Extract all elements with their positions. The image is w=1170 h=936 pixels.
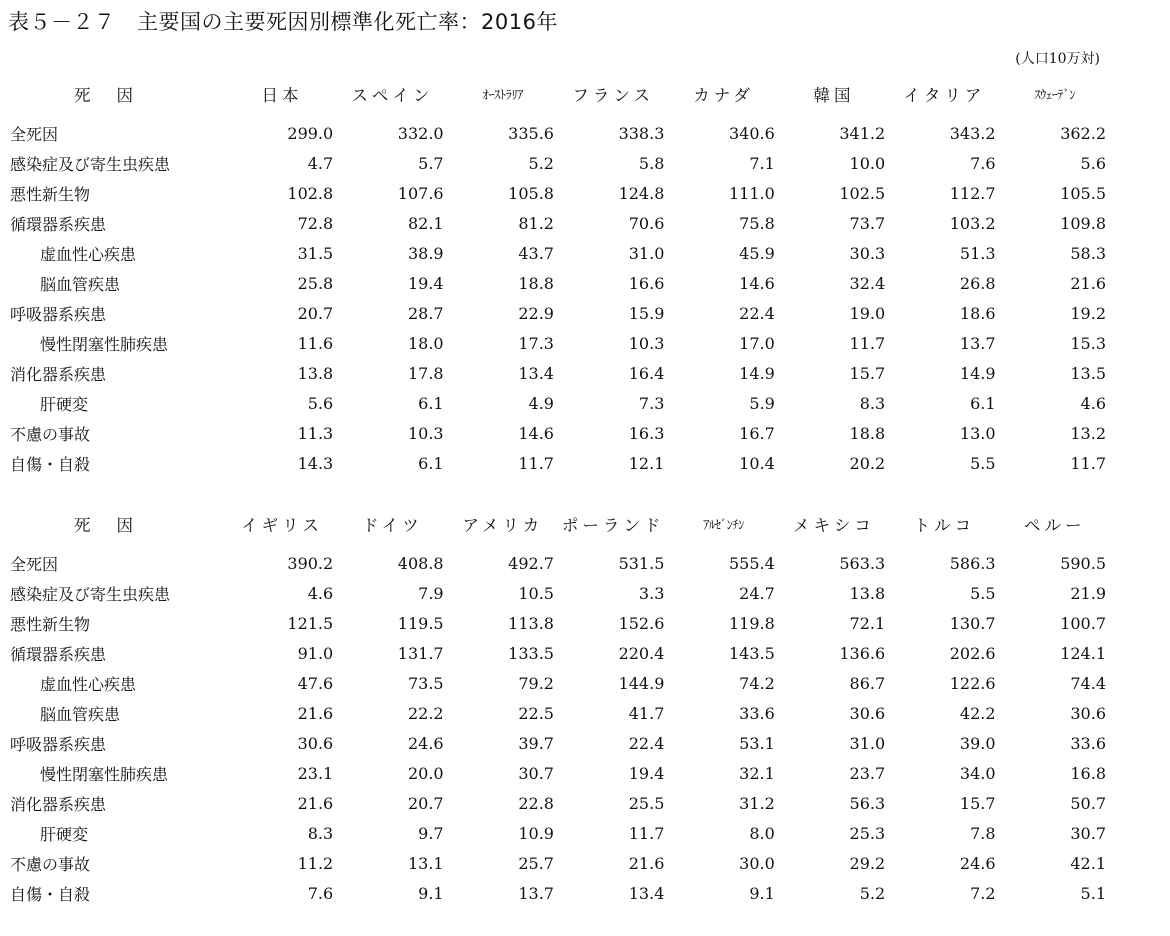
rate-cell: 34.0 — [959, 763, 996, 783]
rate-cell: 10.9 — [518, 823, 554, 843]
rate-cell: 7.6 — [970, 153, 996, 173]
cause-label: 不慮の事故 — [10, 424, 91, 444]
rate-cell: 21.6 — [297, 793, 334, 813]
rate-cell: 338.3 — [618, 123, 665, 143]
rate-cell: 25.7 — [518, 853, 554, 873]
cause-label: 感染症及び寄生虫疾患 — [10, 584, 171, 604]
cause-label: 不慮の事故 — [10, 854, 91, 874]
rate-cell: 19.4 — [407, 273, 444, 293]
cause-label: 自傷・自殺 — [10, 884, 91, 904]
country-header: メキシコ — [793, 516, 875, 535]
rate-cell: 81.2 — [518, 213, 554, 233]
cause-label: 脳血管疾患 — [40, 274, 121, 294]
header-row — [0, 70, 1110, 118]
rate-cell: 8.3 — [859, 393, 886, 413]
rate-cell: 5.8 — [638, 153, 665, 173]
rate-cell: 11.7 — [1070, 453, 1106, 473]
rate-cell: 111.0 — [728, 183, 775, 203]
rate-cell: 73.7 — [849, 213, 886, 233]
cause-label: 悪性新生物 — [10, 614, 91, 634]
rate-cell: 23.7 — [849, 763, 886, 783]
cause-label: 循環器系疾患 — [10, 214, 107, 234]
rate-cell: 102.5 — [839, 183, 886, 203]
rate-cell: 335.6 — [508, 123, 554, 143]
rate-cell: 124.8 — [618, 183, 665, 203]
table-row — [0, 758, 1110, 788]
rate-cell: 7.1 — [749, 153, 775, 173]
rate-cell: 74.4 — [1070, 673, 1106, 693]
rate-cell: 15.7 — [849, 363, 886, 383]
rate-cell: 13.8 — [297, 363, 334, 383]
rate-cell: 24.6 — [959, 853, 996, 873]
cause-label: 悪性新生物 — [10, 184, 91, 204]
country-header: ペルー — [1024, 516, 1086, 535]
cause-label: 呼吸器系疾患 — [10, 304, 107, 324]
cause-label: 全死因 — [10, 554, 59, 574]
cause-label: 消化器系疾患 — [10, 364, 107, 384]
table-row — [0, 178, 1110, 208]
rate-cell: 42.2 — [959, 703, 996, 723]
table-row — [0, 238, 1110, 268]
rate-cell: 16.7 — [739, 423, 775, 443]
rate-cell: 13.8 — [849, 583, 886, 603]
cause-label: 呼吸器系疾患 — [10, 734, 107, 754]
rate-cell: 56.3 — [849, 793, 886, 813]
rate-cell: 119.8 — [728, 613, 775, 633]
header-row — [0, 500, 1110, 548]
rate-cell: 492.7 — [508, 553, 554, 573]
rate-cell: 86.7 — [849, 673, 886, 693]
rate-cell: 22.8 — [518, 793, 554, 813]
rate-cell: 22.5 — [518, 703, 554, 723]
rate-cell: 102.8 — [287, 183, 334, 203]
rate-cell: 13.5 — [1070, 363, 1106, 383]
rate-cell: 124.1 — [1060, 643, 1106, 663]
rate-cell: 131.7 — [397, 643, 444, 663]
rate-cell: 11.7 — [518, 453, 554, 473]
country-header: ｽｳｪｰﾃﾞﾝ — [1034, 87, 1076, 102]
rate-cell: 10.3 — [628, 333, 665, 353]
rate-cell: 31.0 — [849, 733, 886, 753]
rate-cell: 42.1 — [1070, 853, 1106, 873]
table-row — [0, 328, 1110, 358]
rate-cell: 121.5 — [287, 613, 334, 633]
rate-cell: 4.6 — [307, 583, 334, 603]
cause-column-header: 死因 — [74, 516, 159, 535]
rate-cell: 21.6 — [297, 703, 334, 723]
mortality-table-1 — [0, 70, 1110, 478]
rate-cell: 47.6 — [297, 673, 334, 693]
rate-cell: 24.6 — [407, 733, 444, 753]
rate-cell: 39.0 — [959, 733, 996, 753]
table-row — [0, 418, 1110, 448]
rate-cell: 18.8 — [518, 273, 554, 293]
rate-cell: 122.6 — [949, 673, 996, 693]
rate-cell: 26.8 — [959, 273, 996, 293]
rate-cell: 72.8 — [297, 213, 334, 233]
cause-label: 虚血性心疾患 — [40, 674, 137, 694]
rate-cell: 531.5 — [618, 553, 665, 573]
rate-cell: 555.4 — [728, 553, 775, 573]
rate-cell: 51.3 — [959, 243, 996, 263]
rate-cell: 130.7 — [949, 613, 996, 633]
country-header: イタリア — [903, 86, 986, 105]
rate-cell: 10.4 — [739, 453, 775, 473]
rate-cell: 144.9 — [618, 673, 665, 693]
country-header: トルコ — [913, 516, 976, 535]
rate-cell: 19.0 — [849, 303, 886, 323]
rate-cell: 6.1 — [418, 393, 444, 413]
table-row — [0, 548, 1110, 578]
rate-cell: 220.4 — [618, 643, 665, 663]
rate-cell: 29.2 — [849, 853, 886, 873]
rate-cell: 82.1 — [407, 213, 444, 233]
rate-cell: 113.8 — [508, 613, 554, 633]
country-header: スペイン — [351, 86, 434, 105]
rate-cell: 8.0 — [749, 823, 775, 843]
rate-cell: 38.9 — [407, 243, 444, 263]
cause-label: 感染症及び寄生虫疾患 — [10, 154, 171, 174]
rate-cell: 13.4 — [518, 363, 554, 383]
rate-cell: 152.6 — [618, 613, 665, 633]
rate-cell: 28.7 — [407, 303, 444, 323]
rate-cell: 22.2 — [407, 703, 444, 723]
table-row — [0, 118, 1110, 148]
rate-cell: 109.8 — [1060, 213, 1106, 233]
cause-column-header: 死因 — [74, 86, 159, 105]
table-row — [0, 608, 1110, 638]
rate-cell: 11.2 — [297, 853, 334, 873]
rate-cell: 74.2 — [739, 673, 775, 693]
rate-cell: 563.3 — [839, 553, 886, 573]
rate-cell: 5.6 — [1080, 153, 1106, 173]
rate-cell: 343.2 — [949, 123, 996, 143]
rate-cell: 7.9 — [418, 583, 444, 603]
rate-cell: 14.6 — [739, 273, 775, 293]
rate-cell: 112.7 — [949, 183, 996, 203]
rate-cell: 24.7 — [739, 583, 775, 603]
cause-label: 循環器系疾患 — [10, 644, 107, 664]
rate-cell: 136.6 — [839, 643, 886, 663]
rate-cell: 6.1 — [970, 393, 996, 413]
rate-cell: 30.6 — [1070, 703, 1106, 723]
cause-label: 虚血性心疾患 — [40, 244, 137, 264]
rate-cell: 16.3 — [628, 423, 665, 443]
rate-cell: 11.7 — [849, 333, 886, 353]
rate-cell: 30.0 — [739, 853, 775, 873]
rate-cell: 107.6 — [397, 183, 444, 203]
rate-cell: 13.7 — [518, 883, 554, 903]
rate-cell: 43.7 — [518, 243, 554, 263]
rate-cell: 9.1 — [749, 883, 775, 903]
rate-cell: 19.2 — [1070, 303, 1106, 323]
rate-cell: 18.6 — [959, 303, 996, 323]
country-header: カナダ — [693, 86, 754, 105]
rate-cell: 100.7 — [1060, 613, 1106, 633]
rate-cell: 5.9 — [749, 393, 775, 413]
rate-cell: 6.1 — [418, 453, 444, 473]
rate-cell: 20.7 — [407, 793, 444, 813]
table-row — [0, 578, 1110, 608]
rate-cell: 15.7 — [959, 793, 996, 813]
rate-cell: 25.5 — [628, 793, 665, 813]
rate-cell: 15.9 — [628, 303, 665, 323]
rate-cell: 119.5 — [397, 613, 444, 633]
rate-cell: 21.6 — [628, 853, 665, 873]
rate-cell: 58.3 — [1070, 243, 1106, 263]
rate-cell: 4.7 — [307, 153, 334, 173]
country-header: ｱﾙｾﾞﾝﾁﾝ — [703, 517, 744, 532]
rate-cell: 13.2 — [1070, 423, 1106, 443]
rate-cell: 33.6 — [739, 703, 775, 723]
rate-cell: 7.8 — [970, 823, 996, 843]
rate-cell: 105.5 — [1060, 183, 1106, 203]
rate-cell: 17.3 — [518, 333, 554, 353]
cause-label: 自傷・自殺 — [10, 454, 91, 474]
rate-cell: 45.9 — [739, 243, 775, 263]
rate-cell: 11.7 — [628, 823, 665, 843]
rate-cell: 31.0 — [628, 243, 665, 263]
rate-cell: 10.3 — [407, 423, 444, 443]
rate-cell: 5.6 — [307, 393, 334, 413]
rate-cell: 590.5 — [1060, 553, 1106, 573]
country-header: フランス — [572, 86, 654, 105]
rate-cell: 19.4 — [628, 763, 665, 783]
rate-cell: 5.2 — [528, 153, 554, 173]
rate-cell: 5.1 — [1080, 883, 1106, 903]
rate-cell: 10.5 — [518, 583, 554, 603]
rate-cell: 14.6 — [518, 423, 554, 443]
rate-cell: 30.7 — [518, 763, 554, 783]
table-row — [0, 878, 1110, 908]
rate-cell: 16.4 — [628, 363, 665, 383]
country-header: ｵｰｽﾄﾗﾘｱ — [482, 87, 523, 102]
cause-label: 消化器系疾患 — [10, 794, 107, 814]
cause-label: 脳血管疾患 — [40, 704, 121, 724]
rate-cell: 16.6 — [628, 273, 665, 293]
rate-cell: 25.3 — [849, 823, 886, 843]
table-row — [0, 298, 1110, 328]
rate-cell: 5.5 — [970, 453, 996, 473]
rate-cell: 5.5 — [970, 583, 996, 603]
rate-cell: 103.2 — [949, 213, 996, 233]
table-row — [0, 698, 1110, 728]
rate-cell: 75.8 — [739, 213, 775, 233]
rate-cell: 4.9 — [528, 393, 554, 413]
rate-cell: 340.6 — [728, 123, 775, 143]
rate-cell: 9.1 — [418, 883, 444, 903]
rate-cell: 7.6 — [307, 883, 334, 903]
table-row — [0, 638, 1110, 668]
cause-label: 肝硬変 — [40, 394, 89, 414]
country-header: 日本 — [261, 86, 303, 105]
rate-cell: 22.9 — [518, 303, 554, 323]
rate-cell: 7.2 — [970, 883, 996, 903]
rate-cell: 53.1 — [739, 733, 775, 753]
rate-cell: 41.7 — [628, 703, 665, 723]
rate-cell: 20.0 — [407, 763, 444, 783]
table-row — [0, 668, 1110, 698]
table-row — [0, 388, 1110, 418]
rate-cell: 21.9 — [1070, 583, 1106, 603]
table-row — [0, 448, 1110, 478]
rate-cell: 12.1 — [628, 453, 665, 473]
rate-cell: 15.3 — [1070, 333, 1106, 353]
rate-cell: 32.4 — [849, 273, 886, 293]
rate-cell: 13.7 — [959, 333, 996, 353]
rate-cell: 8.3 — [307, 823, 334, 843]
rate-cell: 143.5 — [728, 643, 775, 663]
rate-cell: 18.0 — [407, 333, 444, 353]
rate-cell: 20.7 — [297, 303, 334, 323]
rate-cell: 5.2 — [859, 883, 886, 903]
rate-cell: 32.1 — [739, 763, 775, 783]
rate-cell: 3.3 — [638, 583, 665, 603]
rate-cell: 33.6 — [1070, 733, 1106, 753]
rate-cell: 299.0 — [287, 123, 334, 143]
rate-cell: 30.6 — [849, 703, 886, 723]
rate-cell: 79.2 — [518, 673, 554, 693]
rate-cell: 22.4 — [628, 733, 665, 753]
rate-cell: 13.4 — [628, 883, 665, 903]
rate-cell: 13.1 — [407, 853, 444, 873]
table-row — [0, 788, 1110, 818]
rate-cell: 16.8 — [1070, 763, 1106, 783]
rate-cell: 31.5 — [297, 243, 334, 263]
rate-cell: 408.8 — [397, 553, 444, 573]
rate-cell: 30.7 — [1070, 823, 1106, 843]
rate-cell: 17.8 — [407, 363, 444, 383]
rate-cell: 30.3 — [849, 243, 886, 263]
unit-note: (人口10万対) — [1015, 51, 1100, 67]
cause-label: 全死因 — [10, 124, 59, 144]
rate-cell: 13.0 — [959, 423, 996, 443]
rate-cell: 341.2 — [839, 123, 886, 143]
rate-cell: 14.9 — [739, 363, 775, 383]
rate-cell: 25.8 — [297, 273, 334, 293]
rate-cell: 11.6 — [297, 333, 334, 353]
rate-cell: 31.2 — [739, 793, 775, 813]
mortality-table-2 — [0, 500, 1110, 908]
table-row — [0, 818, 1110, 848]
rate-cell: 72.1 — [849, 613, 886, 633]
cause-label: 慢性閉塞性肺疾患 — [40, 764, 169, 784]
rate-cell: 5.7 — [418, 153, 444, 173]
rate-cell: 22.4 — [739, 303, 775, 323]
table-row — [0, 848, 1110, 878]
rate-cell: 21.6 — [1070, 273, 1106, 293]
rate-cell: 73.5 — [407, 673, 444, 693]
rate-cell: 586.3 — [949, 553, 996, 573]
rate-cell: 105.8 — [508, 183, 554, 203]
rate-cell: 23.1 — [297, 763, 334, 783]
table-row — [0, 268, 1110, 298]
rate-cell: 10.0 — [849, 153, 886, 173]
country-header: イギリス — [241, 516, 323, 535]
country-header: アメリカ — [462, 516, 544, 535]
cause-label: 肝硬変 — [40, 824, 89, 844]
rate-cell: 91.0 — [297, 643, 334, 663]
country-header: 韓国 — [813, 86, 855, 105]
rate-cell: 362.2 — [1060, 123, 1106, 143]
table-row — [0, 208, 1110, 238]
rate-cell: 17.0 — [739, 333, 775, 353]
country-header: ドイツ — [362, 516, 423, 535]
rate-cell: 4.6 — [1080, 393, 1106, 413]
rate-cell: 332.0 — [397, 123, 444, 143]
rate-cell: 390.2 — [287, 553, 334, 573]
rate-cell: 14.3 — [297, 453, 334, 473]
rate-cell: 9.7 — [418, 823, 444, 843]
rate-cell: 50.7 — [1070, 793, 1106, 813]
table-row — [0, 148, 1110, 178]
rate-cell: 202.6 — [949, 643, 996, 663]
rate-cell: 30.6 — [297, 733, 334, 753]
table-row — [0, 358, 1110, 388]
rate-cell: 11.3 — [297, 423, 334, 443]
country-header: ポーランド — [561, 516, 665, 535]
rate-cell: 70.6 — [628, 213, 665, 233]
cause-label: 慢性閉塞性肺疾患 — [40, 334, 169, 354]
rate-cell: 39.7 — [518, 733, 554, 753]
page-title: 表５－２７ 主要国の主要死因別標準化死亡率：2016年 — [8, 10, 558, 34]
rate-cell: 14.9 — [959, 363, 996, 383]
rate-cell: 20.2 — [849, 453, 886, 473]
rate-cell: 18.8 — [849, 423, 886, 443]
rate-cell: 133.5 — [508, 643, 554, 663]
rate-cell: 7.3 — [638, 393, 665, 413]
table-row — [0, 728, 1110, 758]
